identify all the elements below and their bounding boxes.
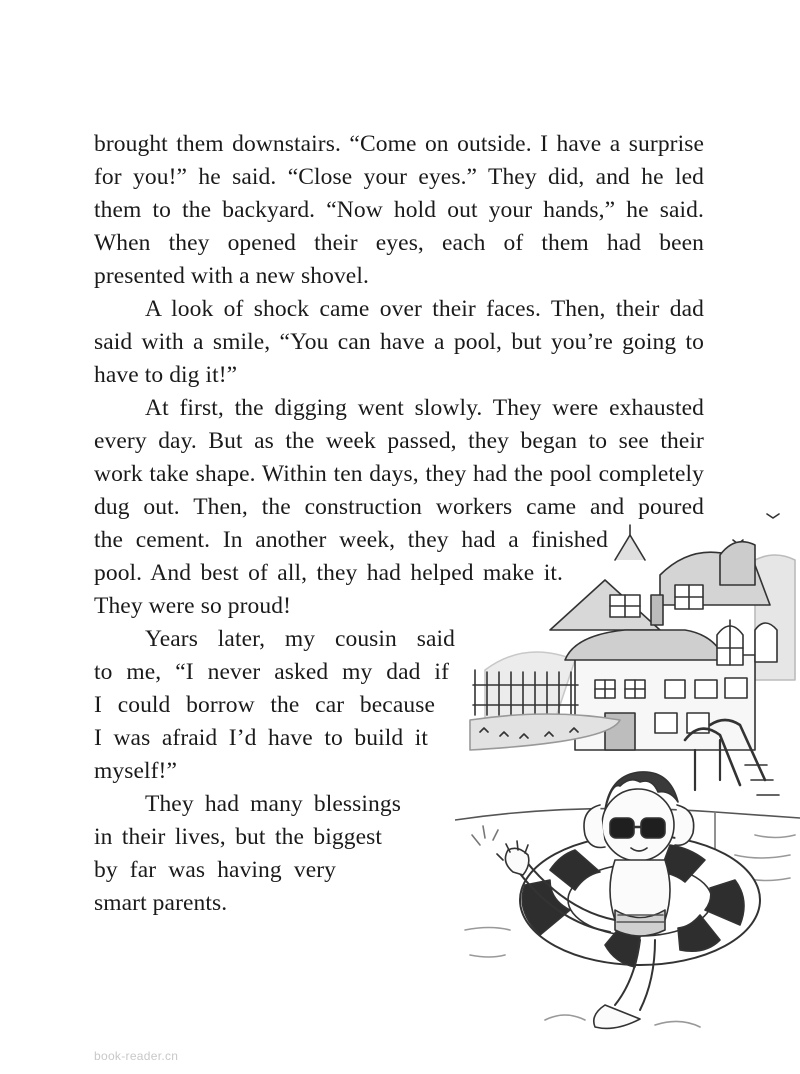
story-line: Years later, my cousin said: [145, 626, 455, 652]
story-line: by far was having very: [94, 857, 336, 883]
story-line: every day. But as the week passed, they began to see their: [94, 428, 704, 454]
story-line: They were so proud!: [94, 593, 292, 619]
story-line: presented with a new shovel.: [94, 263, 369, 289]
story-line: myself!”: [94, 758, 178, 784]
story-line: smart parents.: [94, 890, 228, 916]
pool-house-illustration-icon: [455, 500, 800, 1040]
story-line: brought them downstairs. “Come on outside. I have a surprise: [94, 131, 704, 157]
story-line: When they opened their eyes, each of them had been: [94, 230, 704, 256]
story-line: said with a smile, “You can have a pool, but you’re going to: [94, 329, 704, 355]
story-line: have to dig it!”: [94, 362, 238, 388]
story-line: the cement. In another week, they had a finished: [94, 527, 608, 553]
story-line: for you!” he said. “Close your eyes.” They did, and he led: [94, 164, 704, 190]
story-line: At first, the digging went slowly. They were exhausted: [145, 395, 704, 421]
story-line: work take shape. Within ten days, they had the pool completely: [94, 461, 704, 487]
story-line: to me, “I never asked my dad if: [94, 659, 449, 685]
story-line: pool. And best of all, they had helped make it.: [94, 560, 563, 586]
story-line: They had many blessings: [145, 791, 401, 817]
story-line: dug out. Then, the construction workers came and poured: [94, 494, 704, 520]
story-line: A look of shock came over their faces. Then, their dad: [145, 296, 704, 322]
story-line: them to the backyard. “Now hold out your hands,” he said.: [94, 197, 704, 223]
story-line: in their lives, but the biggest: [94, 824, 382, 850]
watermark-text: book-reader.cn: [94, 1049, 179, 1063]
story-line: I was afraid I’d have to build it: [94, 725, 428, 751]
story-line: I could borrow the car because: [94, 692, 435, 718]
